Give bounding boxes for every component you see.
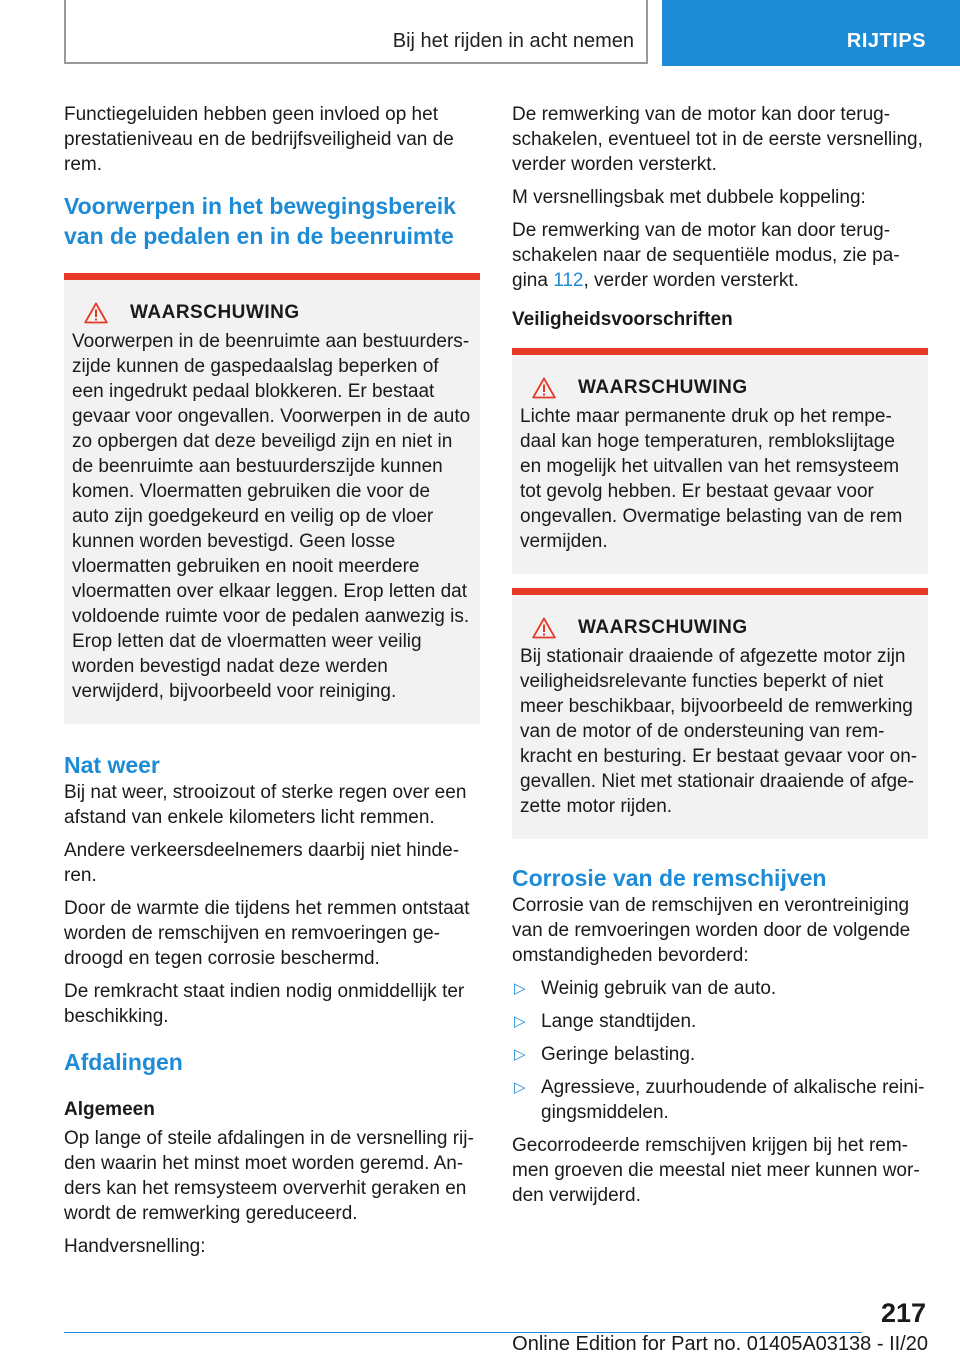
warning-header	[72, 300, 472, 325]
triangle-bullet-icon: ▷	[514, 980, 526, 997]
warning-box-idle-engine	[512, 588, 928, 839]
page-number: 217	[880, 1298, 926, 1328]
warning-text: Voorwerpen in de beenruimte aan bestuurderszijde kunnen de gaspedaalslag beperken of een ingedrukt pedaal blokkeren. Er bestaat gevaar voor ongevallen. Voorwerpen in de auto zo opbergen dat deze beveiligd zijn en niet in de beenruimte aan bestuurderszijde kunnen komen. Vloermatten gebruiken die voor de auto zijn goedgekeurd en veilig op de vloer kunnen worden bevestigd. Geen losse vloermatten gebruiken en nooit meerdere vloermatten over elkaar leggen. Erop letten dat voldoende ruimte voor de pedalen aanwezig is. Erop letten dat de vloermatten weer veilig worden bevestigd nadat deze werden verwijderd, bijvoorbeeld voor reiniging.	[72, 331, 471, 702]
warning-text: Bij stationair draaiende of afgezette motor zijn veiligheidsrelevante functies beperkt of niet meer beschikbaar, bijvoorbeeld de remwerking van de motor of de ondersteuning van remkracht en besturing. Er bestaat gevaar voor ongevallen. Niet met stationair draaiende of afgezette motor rijden.	[520, 646, 918, 817]
left-column	[64, 102, 480, 1267]
wet-paragraph-4: De remkracht staat indien nodig onmiddellijk ter beschikking.	[64, 981, 465, 1027]
header-section-title: Bij het rijden in acht nemen	[392, 30, 634, 52]
list-item	[512, 1009, 928, 1034]
header-section-box	[64, 0, 648, 64]
wet-paragraph-3: Door de warmte die tijdens het remmen ontstaat worden de remschijven en remvoeringen gedroogd en tegen corrosie beschermd.	[64, 898, 470, 969]
header-chapter-tab	[662, 0, 960, 66]
list-item	[512, 1075, 928, 1125]
dct-paragraph	[512, 218, 928, 293]
warning-title: WAARSCHUWING	[578, 377, 748, 398]
list-item-text: Geringe belasting.	[541, 1044, 696, 1065]
list-item	[512, 976, 928, 1001]
engine-braking-paragraph: De remwerking van de motor kan door terugschakelen, eventueel tot in de eerste versnelling, verder worden versterkt.	[512, 104, 923, 175]
descents-paragraph: Op lange of steile afdalingen in de versnelling rijden waarin het minst moet worden geremd. Anders kan het remsysteem oververhit geraken en wordt de remwerking gereduceerd.	[64, 1128, 474, 1224]
intro-paragraph: Functiegeluiden hebben geen invloed op het prestatieniveau en de bedrijfsveiligheid van de rem.	[64, 104, 454, 175]
triangle-bullet-icon: ▷	[514, 1079, 526, 1096]
wet-weather-heading: Nat weer	[64, 752, 160, 778]
corrosion-paragraph-1: Corrosie van de remschijven en verontreiniging van de remvoeringen worden door de volgende omstandigheden bevorderd:	[512, 895, 911, 966]
warning-title: WAARSCHUWING	[130, 302, 300, 323]
list-item	[512, 1042, 928, 1067]
warning-header	[520, 615, 920, 640]
corrosion-list	[512, 976, 928, 1125]
general-subheading: Algemeen	[64, 1099, 155, 1120]
warning-box-pedals	[64, 273, 480, 724]
triangle-bullet-icon: ▷	[514, 1013, 526, 1030]
dct-text-before: De remwerking van de motor kan door terugschakelen naar de sequentiële modus, zie pagina	[512, 220, 900, 291]
warning-text: Lichte maar permanente druk op het rempedaal kan hoge temperaturen, remblokslijtage en mogelijk het uitvallen van het remsysteem tot gevolg hebben. Er bestaat gevaar voor ongevallen. Overmatige belasting van de rem vermijden.	[520, 406, 903, 552]
list-item-text: Lange standtijden.	[541, 1011, 697, 1032]
wet-paragraph-1: Bij nat weer, strooizout of sterke regen over een afstand van enkele kilometers licht remmen.	[64, 782, 467, 828]
descents-heading: Afdalingen	[64, 1049, 183, 1075]
triangle-bullet-icon: ▷	[514, 1046, 526, 1063]
warning-triangle-icon	[532, 377, 556, 399]
manual-transmission-label: Handversnelling:	[64, 1236, 206, 1257]
corrosion-paragraph-2: Gecorrodeerde remschijven krijgen bij het remmen groeven die meestal niet meer kunnen worden verwijderd.	[512, 1135, 920, 1206]
header-chapter-label: RIJTIPS	[846, 30, 926, 52]
warning-triangle-icon	[532, 617, 556, 639]
dct-text-after: , verder worden versterkt.	[583, 270, 799, 291]
warning-title: WAARSCHUWING	[578, 617, 748, 638]
dct-label: M versnellingsbak met dubbele koppeling:	[512, 187, 866, 208]
footer-edition: Online Edition for Part no. 01405A03138 - II/20	[512, 1333, 928, 1355]
page-reference-link[interactable]: 112	[553, 270, 584, 291]
page-header	[0, 0, 960, 66]
warning-header	[520, 375, 920, 400]
list-item-text: Agressieve, zuurhoudende of alkalische reinigingsmiddelen.	[541, 1077, 925, 1123]
list-item-text: Weinig gebruik van de auto.	[541, 978, 777, 999]
objects-heading: Voorwerpen in het bewegingsbereik van de pedalen en in de beenruimte	[64, 193, 456, 249]
right-column	[512, 102, 928, 1216]
safety-heading: Veiligheidsvoorschriften	[512, 309, 733, 330]
wet-paragraph-2: Andere verkeersdeelnemers daarbij niet hinderen.	[64, 840, 460, 886]
warning-box-pressure	[512, 348, 928, 574]
corrosion-heading: Corrosie van de remschijven	[512, 865, 827, 891]
warning-triangle-icon	[84, 302, 108, 324]
